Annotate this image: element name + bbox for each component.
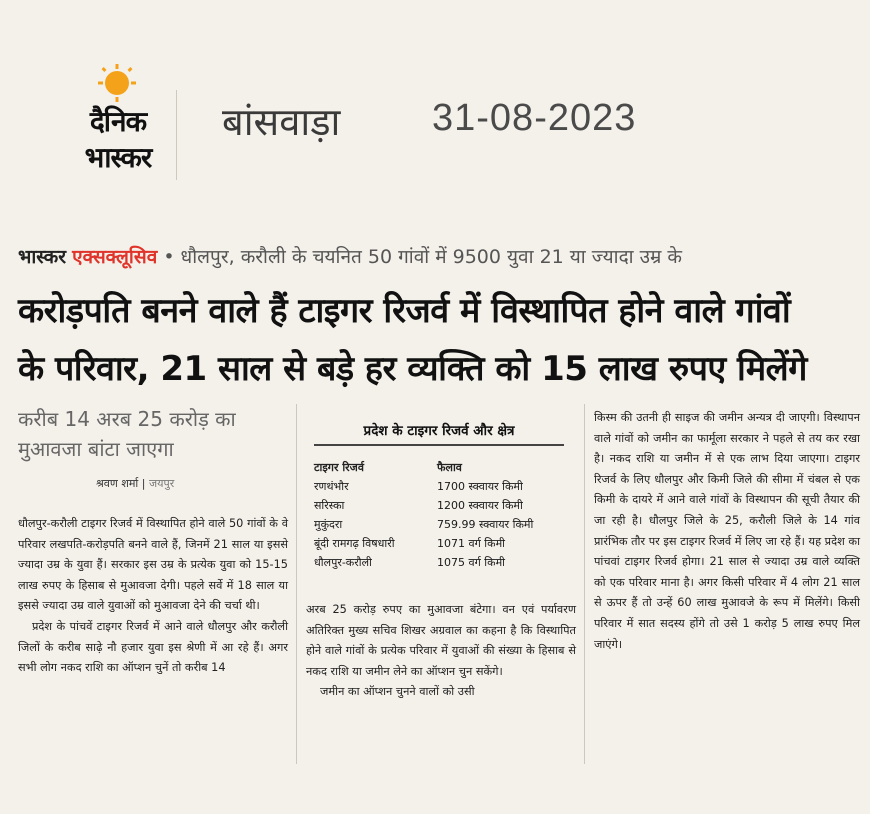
kicker-text: • धौलपुर, करौली के चयनित 50 गांवों में 9500 युवा 21 या ज्यादा उम्र के xyxy=(163,246,683,268)
box-row xyxy=(314,554,576,572)
box-row xyxy=(314,478,576,496)
reserve-area: 759.99 स्क्वायर किमी xyxy=(437,518,534,531)
article-column-1 xyxy=(18,514,288,679)
column-divider xyxy=(584,404,585,764)
box-row xyxy=(314,516,576,534)
box-title: प्रदेश के टाइगर रिजर्व और क्षेत्र xyxy=(314,418,564,446)
paragraph: अरब 25 करोड़ रुपए का मुआवजा बंटेगा। वन एवं पर्यावरण अतिरिक्त मुख्य सचिव शिखर अग्रवाल का कहना है कि विस्थापित होने वाले गांवों के प्रत्येक परिवार में युवाओं की संख्या के हिसाब से नकद राशि या जमीन लेने का ऑप्शन चुन सकेंगे। xyxy=(306,603,576,678)
column-divider xyxy=(296,404,297,764)
article-column-3 xyxy=(594,408,860,655)
reserve-area: 1200 स्क्वायर किमी xyxy=(437,499,523,512)
byline-name: श्रवण शर्मा xyxy=(96,477,139,490)
reserve-area: 1700 स्क्वायर किमी xyxy=(437,480,523,493)
masthead-divider xyxy=(176,90,177,180)
paragraph: जमीन का ऑप्शन चुनने वालों को उसी xyxy=(320,685,475,699)
paragraph: प्रदेश के पांचवें टाइगर रिजर्व में आने वाले धौलपुर और करौली जिलों के करीब साढ़े नौ हजार युवा इस श्रेणी में आ रहे हैं। अगर सभी लोग नकद राशि का ऑप्शन चुनें तो करीब 14 xyxy=(18,619,288,675)
headline xyxy=(18,282,868,398)
kicker-line xyxy=(18,242,868,272)
edition-name: बांसवाड़ा xyxy=(222,100,341,144)
tiger-reserve-box xyxy=(306,418,576,588)
box-row xyxy=(314,497,576,515)
kicker-exclusive: एक्सक्लूसिव xyxy=(72,246,158,268)
logo-line-2: भास्कर xyxy=(84,141,152,174)
reserve-name: धौलपुर-करौली xyxy=(314,556,372,569)
headline-line-2: के परिवार, 21 साल से बड़े हर व्यक्ति को 15 लाख रुपए मिलेंगे xyxy=(18,349,807,389)
box-col-header-reserve: टाइगर रिजर्व xyxy=(314,461,364,474)
dainik-bhaskar-logo xyxy=(62,64,174,184)
box-row xyxy=(314,535,576,553)
logo-line-1: दैनिक xyxy=(89,105,147,138)
box-col-header-area: फैलाव xyxy=(437,461,462,474)
reserve-name: मुकुंदरा xyxy=(314,518,343,531)
kicker-brand: भास्कर xyxy=(18,246,67,268)
reserve-area: 1071 वर्ग किमी xyxy=(437,537,506,550)
article-column-2 xyxy=(306,600,576,703)
paragraph: किस्म की उतनी ही साइज की जमीन अन्यत्र दी जाएगी। विस्थापन वाले गांवों को जमीन का फार्मूला सरकार ने पहले से तय कर रखा है। नकद राशि या जमीन में से एक लाभ दिया जाएगा। टाइगर रिजर्व के लिए धौलपुर और किमी जिले की सीमा में चंबल से एक किमी के दायरे में आने वाले गांवों के विस्थापन की सूची तैयार की जा रही है। धौलपुर जिले के 25, करौली जिले के 14 गांव प्रारंभिक तौर पर इस टाइगर रिजर्व में लिए जा रहे हैं। यह प्रदेश का पांचवां टाइगर रिजर्व होगा। 21 साल से ज्यादा उम्र वाले व्यक्ति को एक परिवार माना है। अगर किसी परिवार में 4 लोग 21 साल से ऊपर हैं तो उन्हें 60 लाख मुआवजे के रूप में मिलेंगे। किसी परिवार में सात सदस्य होंगे तो उसे 1 करोड़ 5 लाख रुपए मिल जाएंगे। xyxy=(594,411,860,651)
reserve-area: 1075 वर्ग किमी xyxy=(437,556,506,569)
headline-line-1: करोड़पति बनने वाले हैं टाइगर रिजर्व में विस्थापित होने वाले गांवों xyxy=(18,291,791,331)
byline-city: जयपुर xyxy=(148,477,175,490)
edition-date: 31-08-2023 xyxy=(432,97,637,139)
paragraph: धौलपुर-करौली टाइगर रिजर्व में विस्थापित होने वाले 50 गांवों के वे परिवार लखपति-करोड़पति बनने वाले हैं, जिनमें 21 साल या इससे ज्यादा उम्र के युवा हैं। सरकार इस उम्र के प्रत्येक युवा को 15-15 लाख रुपए के हिसाब से मुआवजा देगी। पहले सर्वे में 18 साल या इससे ज्यादा उम्र वाले युवाओं को मुआवजा देने की चर्चा थी। xyxy=(18,517,288,613)
reserve-name: बूंदी रामगढ़ विषधारी xyxy=(314,537,395,550)
reserve-name: सरिस्का xyxy=(314,499,345,512)
reserve-name: रणथंभौर xyxy=(314,480,349,493)
subheadline: करीब 14 अरब 25 करोड़ का मुआवजा बांटा जाएगा xyxy=(18,407,236,461)
sun-logo-icon xyxy=(98,64,136,102)
byline: श्रवण शर्मा | जयपुर xyxy=(96,477,175,490)
